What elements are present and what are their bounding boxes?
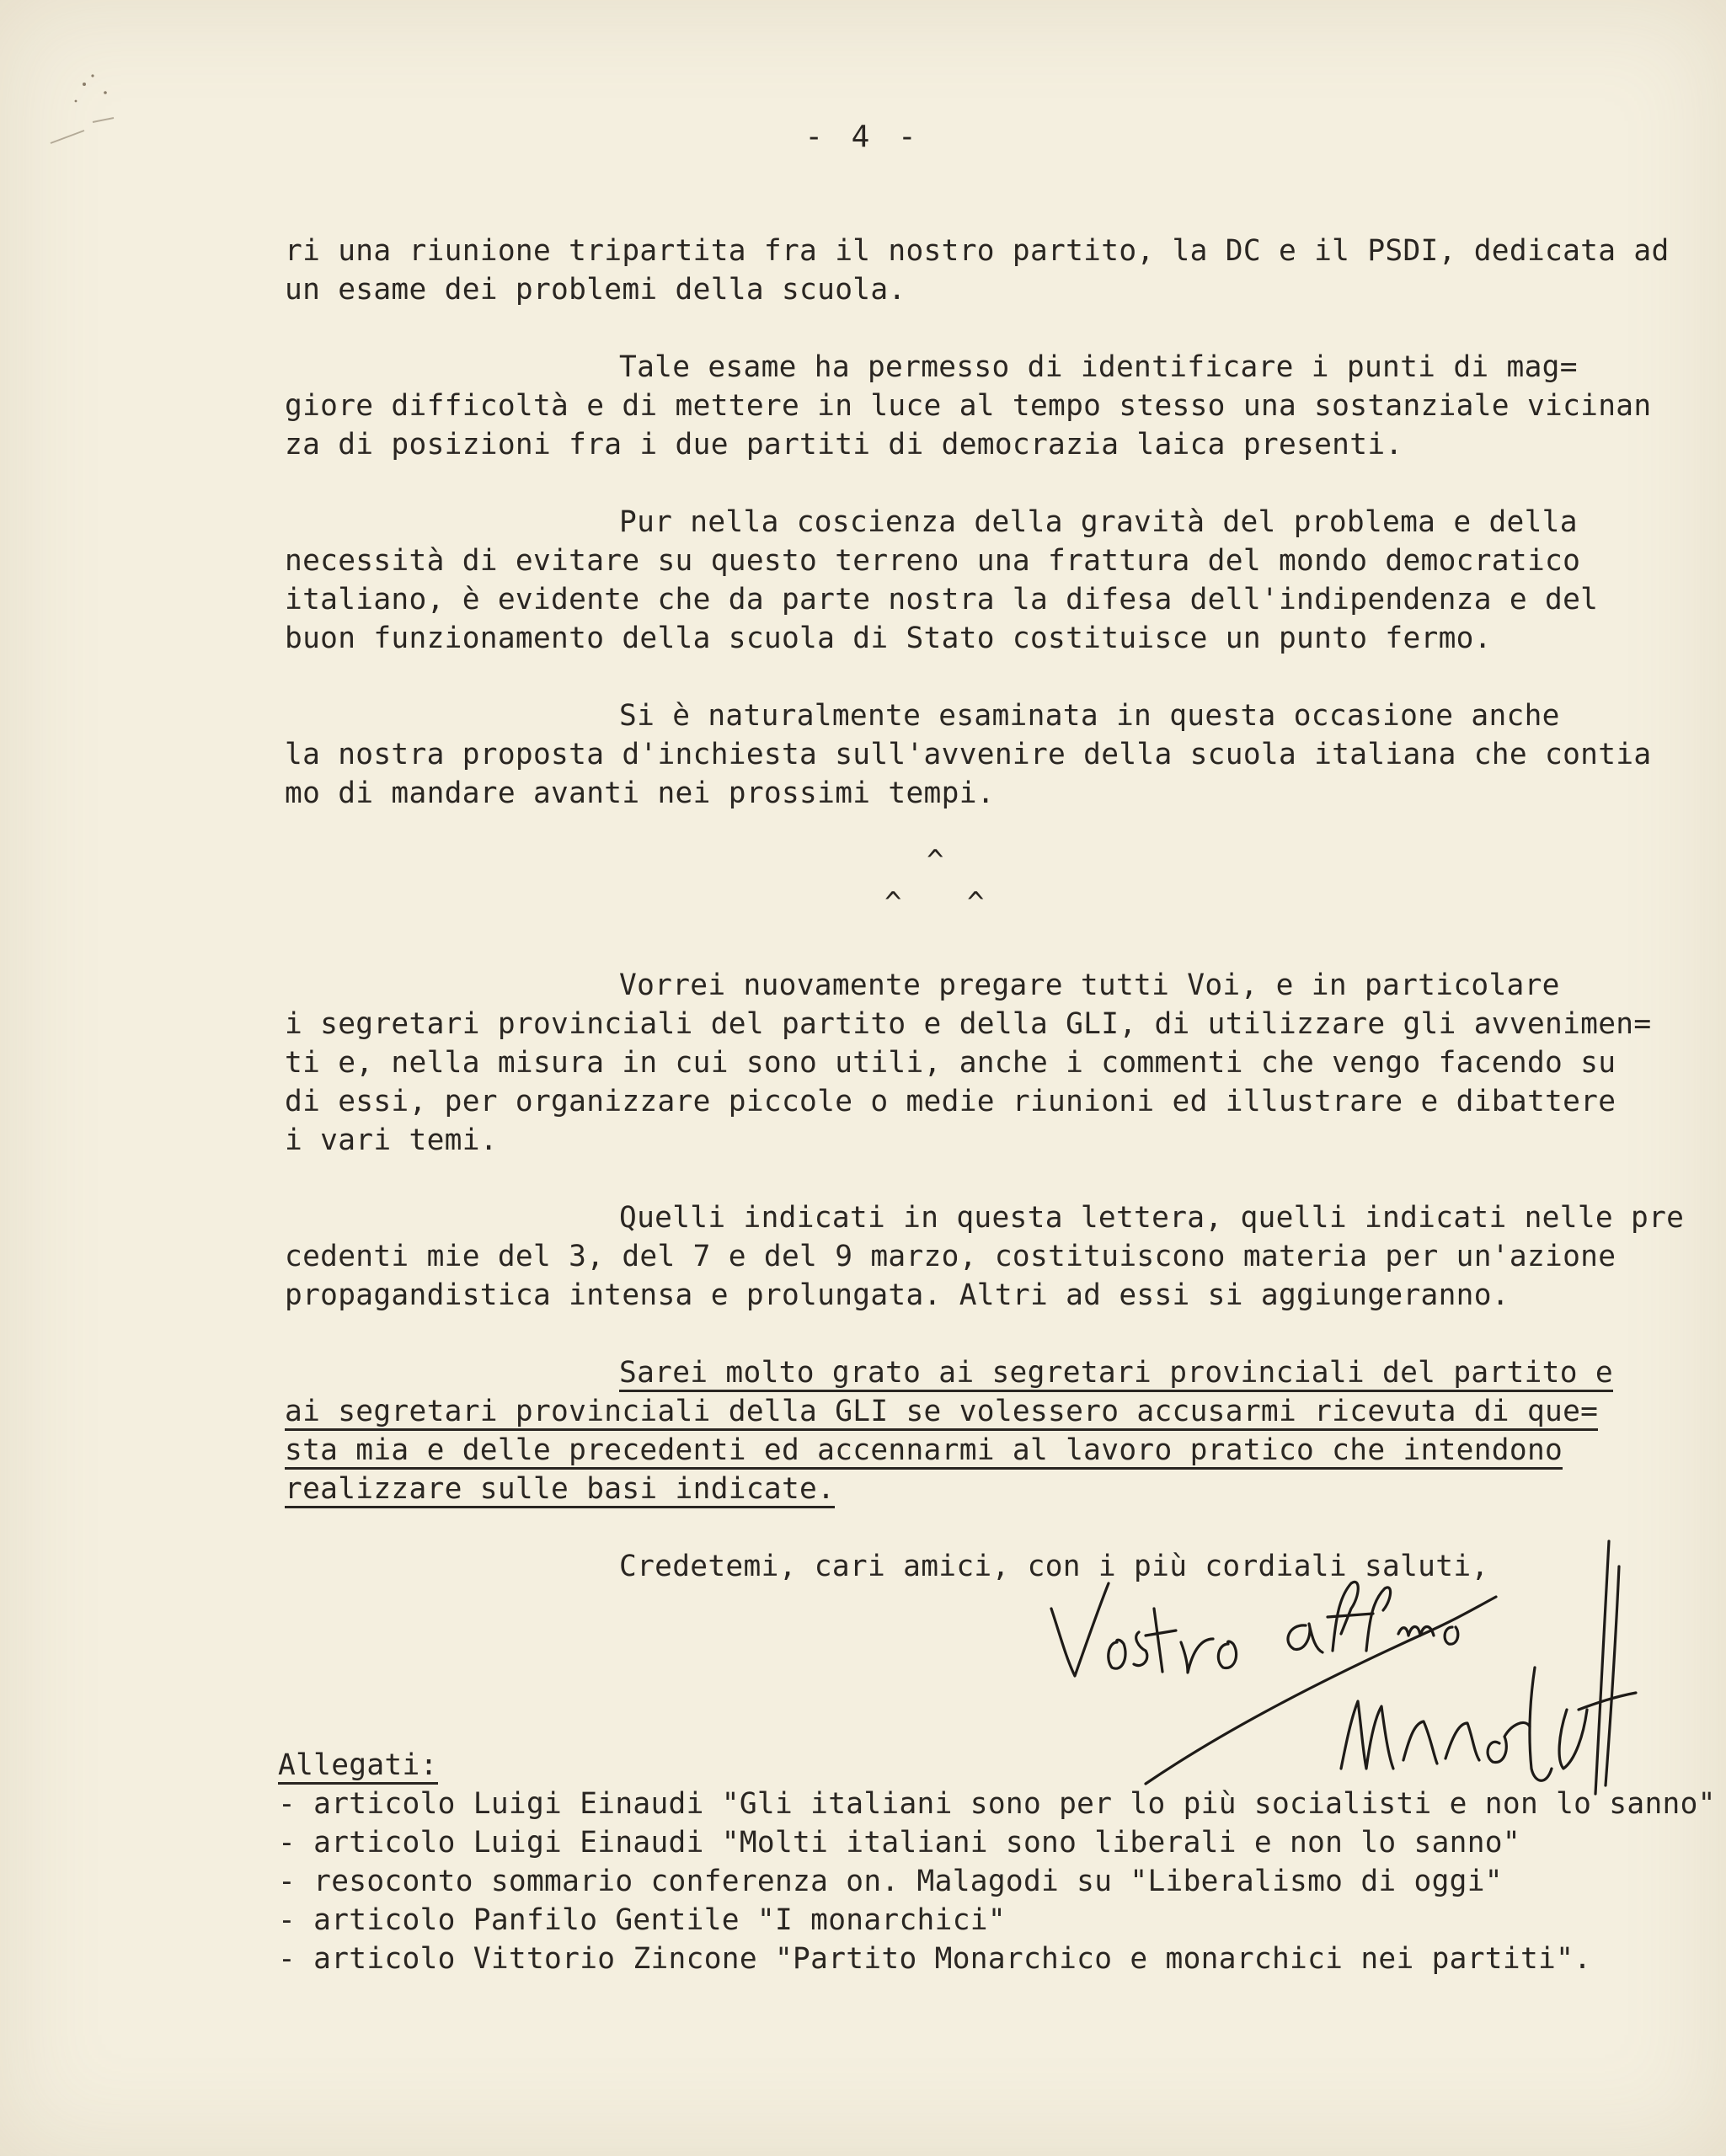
- body-line: ti e, nella misura in cui sono utili, anche i commenti che vengo facendo su: [285, 1046, 1616, 1080]
- body-line: i segretari provinciali del partito e della GLI, di utilizzare gli avvenimen=: [285, 1007, 1652, 1041]
- attachment-item: - articolo Luigi Einaudi "Molti italiani sono liberali e non lo sanno": [278, 1826, 1520, 1860]
- body-line: italiano, è evidente che da parte nostra la difesa dell'indipendenza e del: [285, 583, 1599, 616]
- body-line: giore difficoltà e di mettere in luce al tempo stesso una sostanziale vicinan: [285, 389, 1652, 423]
- body-line: di essi, per organizzare piccole o medie riunioni ed illustrare e dibattere: [285, 1085, 1616, 1118]
- underlined-line: ai segretari provinciali della GLI se volessero accusarmi ricevuta di que=: [285, 1392, 1582, 1431]
- body-line: Si è naturalmente esaminata in questa occasione anche: [619, 699, 1560, 733]
- body-line: Tale esame ha permesso di identificare i punti di mag=: [619, 350, 1578, 384]
- underlined-line: sta mia e delle precedenti ed accennarmi al lavoro pratico che intendono: [285, 1431, 1582, 1470]
- body-line: za di posizioni fra i due partiti di democrazia laica presenti.: [285, 428, 1403, 462]
- body-line: buon funzionamento della scuola di Stato costituisce un punto fermo.: [285, 622, 1492, 655]
- attachment-item: - articolo Panfilo Gentile "I monarchici": [278, 1903, 1006, 1937]
- body-line: Pur nella coscienza della gravità del problema e della: [619, 505, 1578, 539]
- body-line: propagandistica intensa e prolungata. Altri ad essi si aggiungeranno.: [285, 1278, 1510, 1312]
- page-number: - 4 -: [804, 120, 922, 154]
- attachment-item: - articolo Vittorio Zincone "Partito Monarchico e monarchici nei partiti".: [278, 1942, 1592, 1976]
- section-break-mark: ^: [927, 844, 944, 878]
- section-break-mark: ^: [967, 886, 985, 920]
- body-line: la nostra proposta d'inchiesta sull'avvenire della scuola italiana che contia: [285, 738, 1652, 771]
- body-line: i vari temi.: [285, 1123, 498, 1157]
- body-line: un esame dei problemi della scuola.: [285, 273, 906, 307]
- section-break-mark: ^: [884, 886, 902, 920]
- attachments-heading: Allegati:: [278, 1746, 1668, 1785]
- body-line: cedenti mie del 3, del 7 e del 9 marzo, costituiscono materia per un'azione: [285, 1240, 1616, 1273]
- body-line: Quelli indicati in questa lettera, quelli indicati nelle pre: [619, 1201, 1685, 1235]
- body-line: mo di mandare avanti nei prossimi tempi.: [285, 776, 995, 810]
- body-line: ri una riunione tripartita fra il nostro partito, la DC e il PSDI, dedicata ad: [285, 234, 1670, 268]
- underlined-line: Sarei molto grato ai segretari provinciali del partito e: [619, 1353, 1582, 1392]
- attachment-item: - resoconto sommario conferenza on. Malagodi su "Liberalismo di oggi": [278, 1865, 1503, 1898]
- closing-line: Credetemi, cari amici, con i più cordiali saluti,: [619, 1550, 1489, 1583]
- body-line: necessità di evitare su questo terreno una frattura del mondo democratico: [285, 544, 1581, 578]
- attachment-item: - articolo Luigi Einaudi "Gli italiani sono per lo più socialisti e non lo sanno": [278, 1787, 1716, 1821]
- underlined-line: realizzare sulle basi indicate.: [285, 1470, 1582, 1508]
- body-line: Vorrei nuovamente pregare tutti Voi, e in particolare: [619, 969, 1560, 1002]
